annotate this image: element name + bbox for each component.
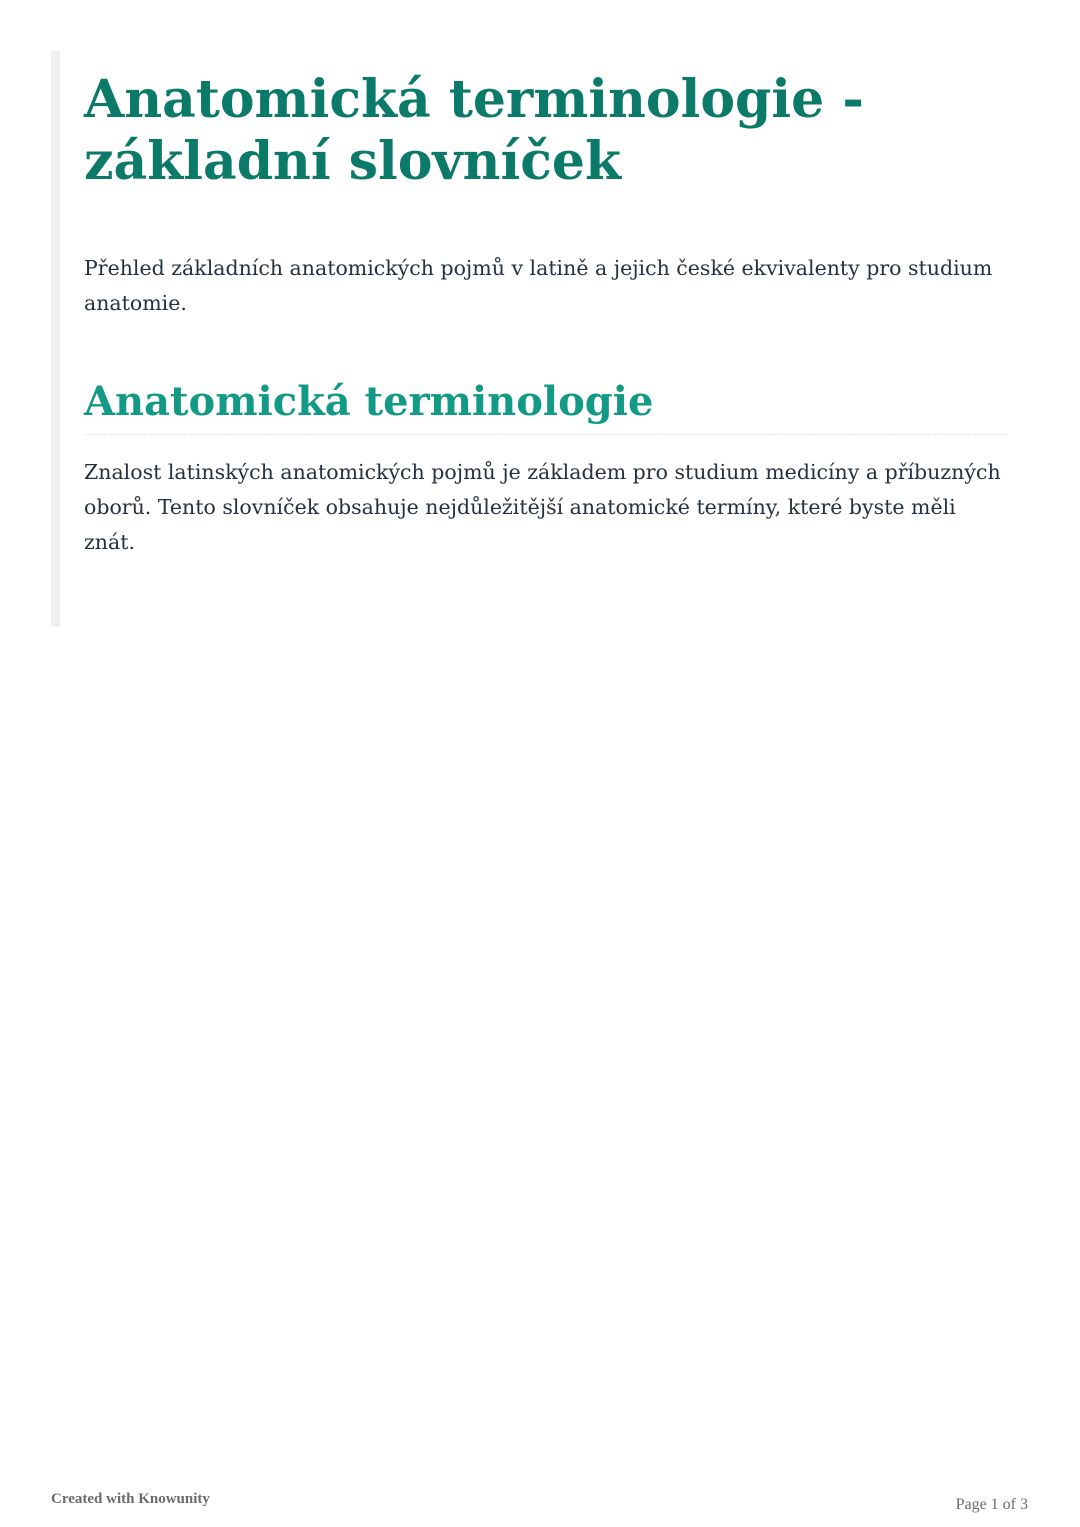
- section-paragraph: Znalost latinských anatomických pojmů je základem pro studium medicíny a příbuzných oborů. Tento slovníček obsahuje nejdůležitější anatomické termíny, které byste měli znát.: [84, 460, 1001, 554]
- footer-credit: Created with Knowunity: [51, 1491, 210, 1507]
- section-heading: Anatomická terminologie: [84, 373, 1006, 435]
- page-number: Page 1 of 3: [955, 1496, 1028, 1513]
- content-block: [51, 51, 1011, 627]
- page-title: Anatomická terminologie - základní slovníček: [84, 69, 864, 192]
- intro-paragraph: Přehled základních anatomických pojmů v latině a jejich české ekvivalenty pro studium anatomie.: [84, 256, 993, 315]
